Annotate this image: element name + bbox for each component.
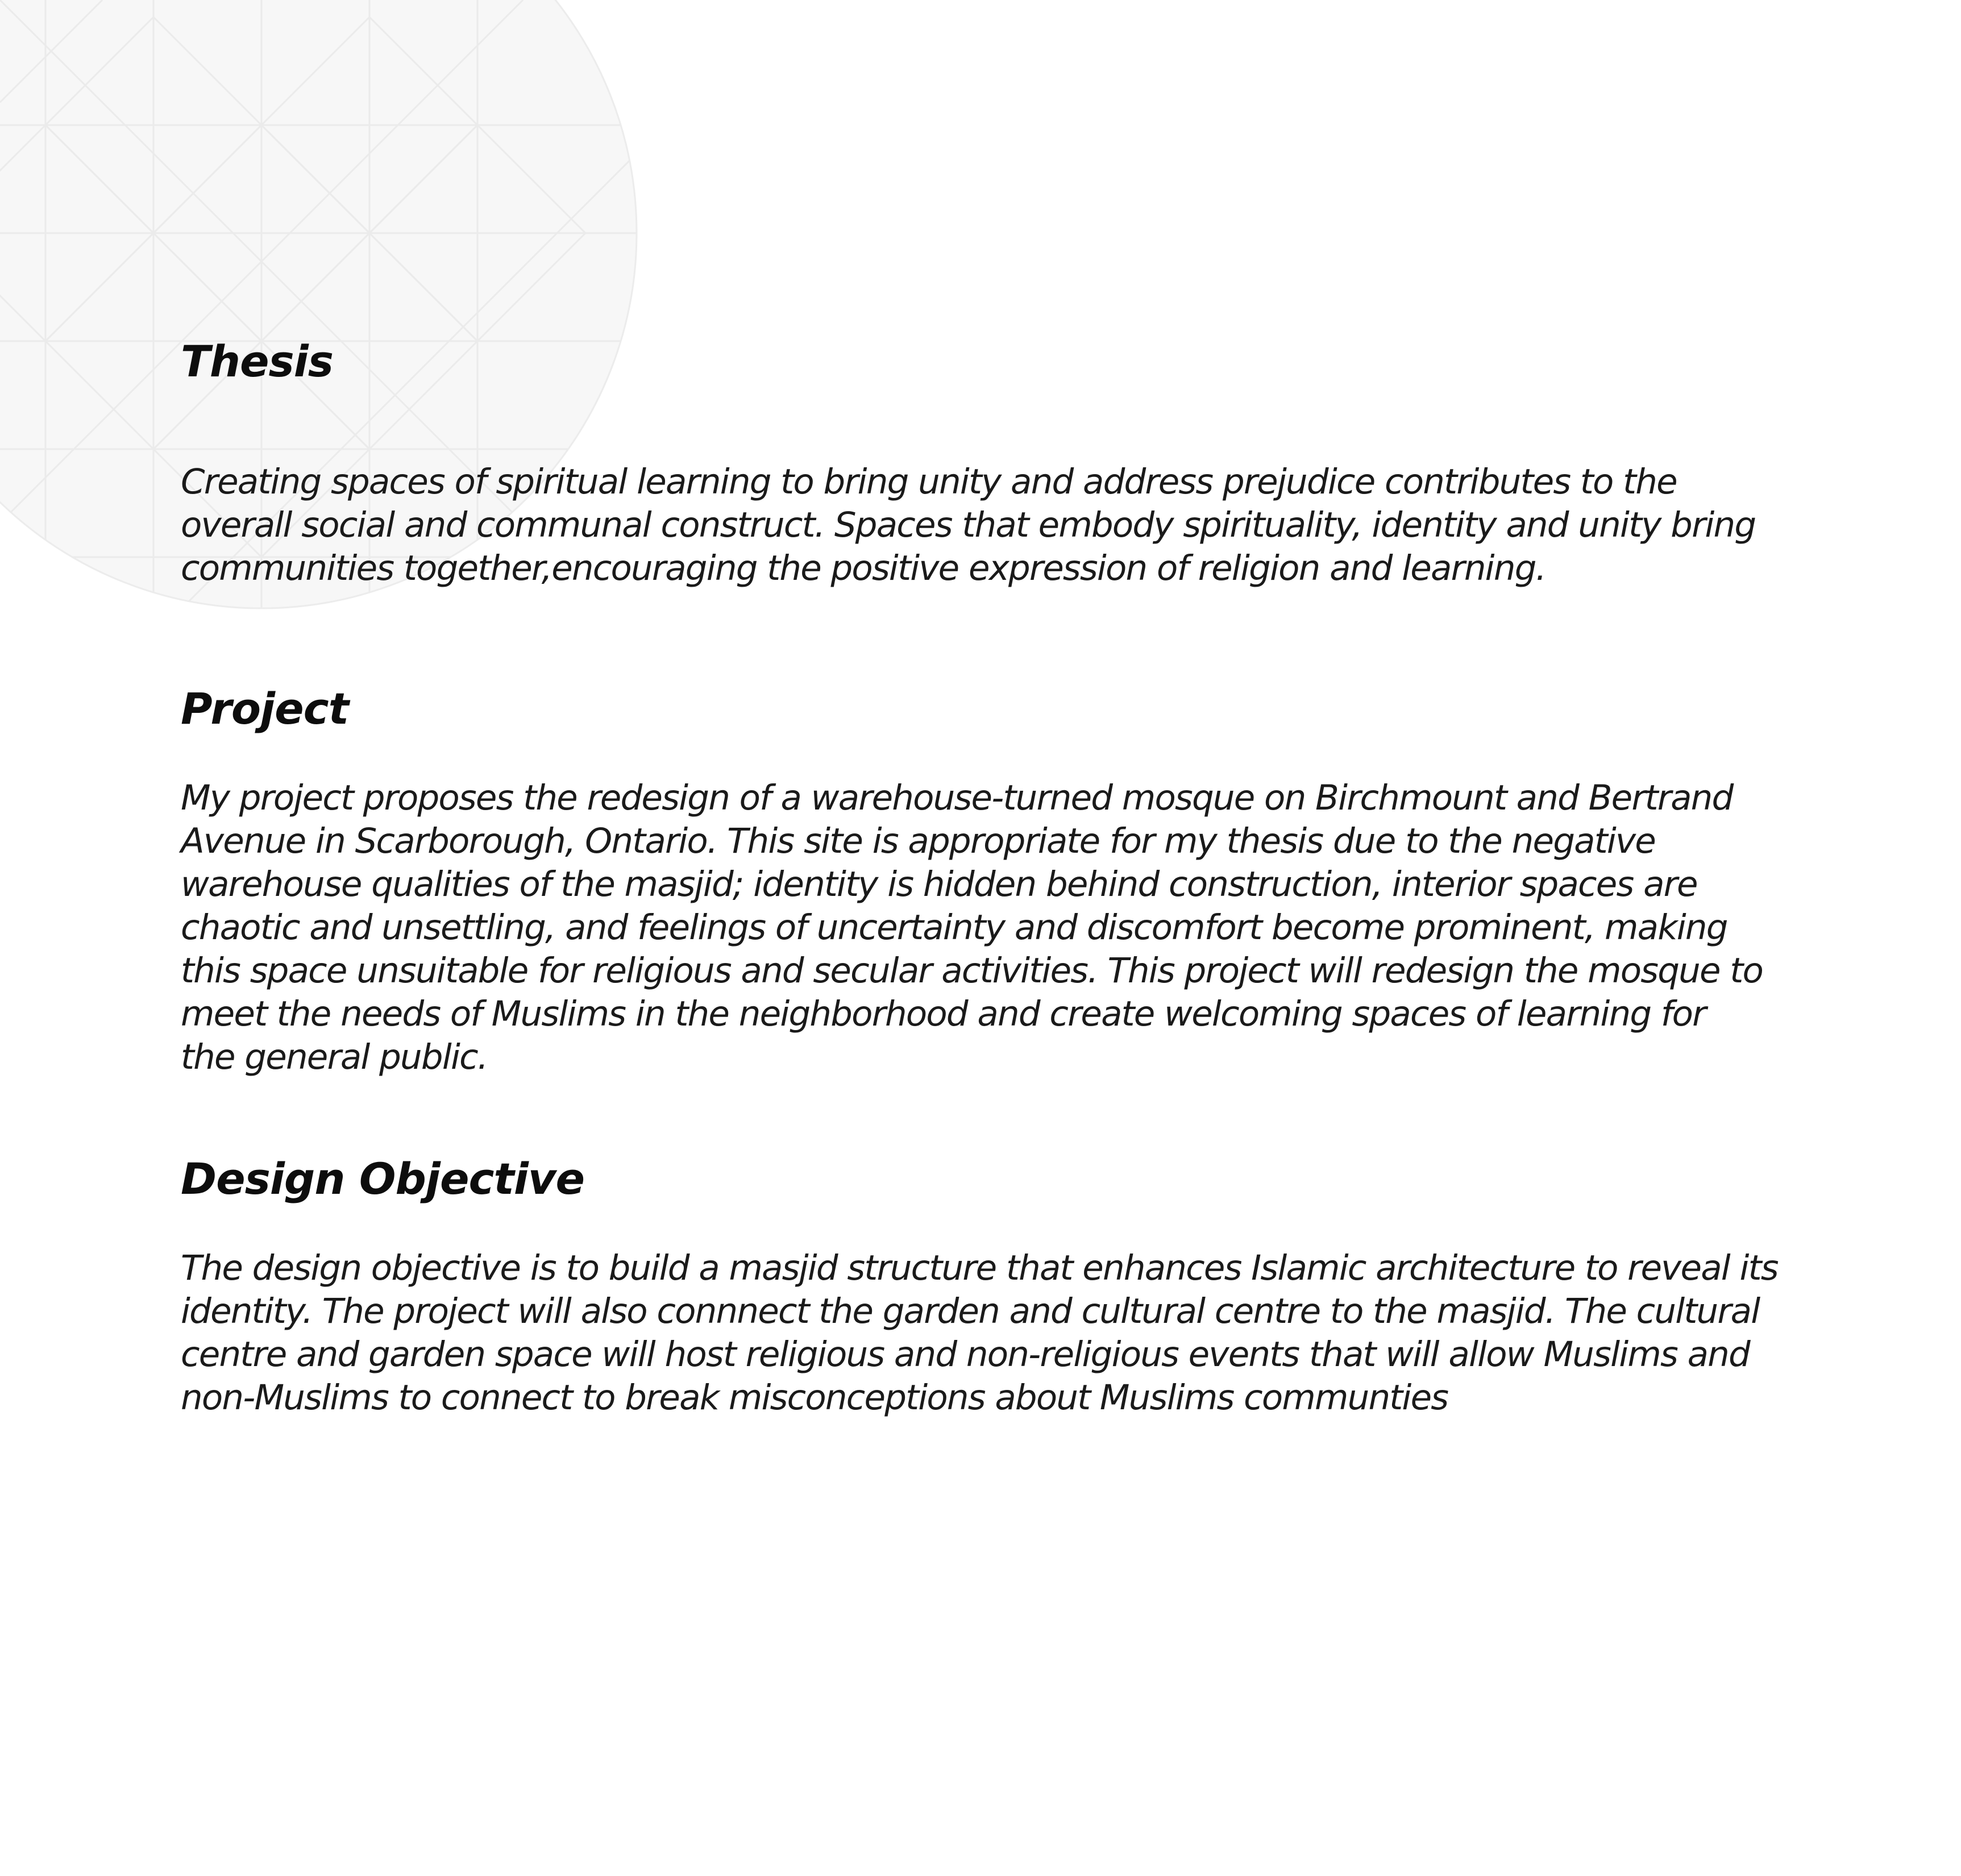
paragraph-line: Creating spaces of spiritual learning to bring unity and address prejudice contributes to the xyxy=(181,462,1677,502)
paragraph-line: The design objective is to build a masjid structure that enhances Islamic architecture to reveal its xyxy=(181,1248,1778,1288)
project-paragraph xyxy=(181,777,1886,1079)
paragraph-line: meet the needs of Muslims in the neighborhood and create welcoming spaces of learning for xyxy=(181,994,1706,1034)
paragraph-line: the general public. xyxy=(181,1037,488,1077)
thesis-heading: Thesis xyxy=(181,336,334,387)
paragraph-line: identity. The project will also connnect the garden and cultural centre to the masjid. The cultural xyxy=(181,1291,1760,1331)
paragraph-line: this space unsuitable for religious and secular activities. This project will redesign the mosque to xyxy=(181,951,1763,991)
paragraph-line: communities together,encouraging the positive expression of religion and learning. xyxy=(181,548,1546,588)
paragraph-line: My project proposes the redesign of a warehouse-turned mosque on Birchmount and Bertrand xyxy=(181,778,1733,818)
thesis-paragraph xyxy=(181,460,1886,590)
project-heading: Project xyxy=(181,683,349,734)
paragraph-line: chaotic and unsettling, and feelings of uncertainty and discomfort become prominent, making xyxy=(181,907,1727,948)
paragraph-line: warehouse qualities of the masjid; identity is hidden behind construction, interior spaces are xyxy=(181,864,1697,904)
design-objective-heading: Design Objective xyxy=(181,1153,585,1204)
design-objective-paragraph xyxy=(181,1247,1886,1420)
paragraph-line: centre and garden space will host religious and non-religious events that will allow Muslims and xyxy=(181,1334,1750,1375)
paragraph-line: overall social and communal construct. Spaces that embody spirituality, identity and unity bring xyxy=(181,505,1756,545)
paragraph-line: non-Muslims to connect to break misconceptions about Muslims communties xyxy=(181,1377,1448,1418)
paragraph-line: Avenue in Scarborough, Ontario. This site is appropriate for my thesis due to the negative xyxy=(181,821,1655,861)
